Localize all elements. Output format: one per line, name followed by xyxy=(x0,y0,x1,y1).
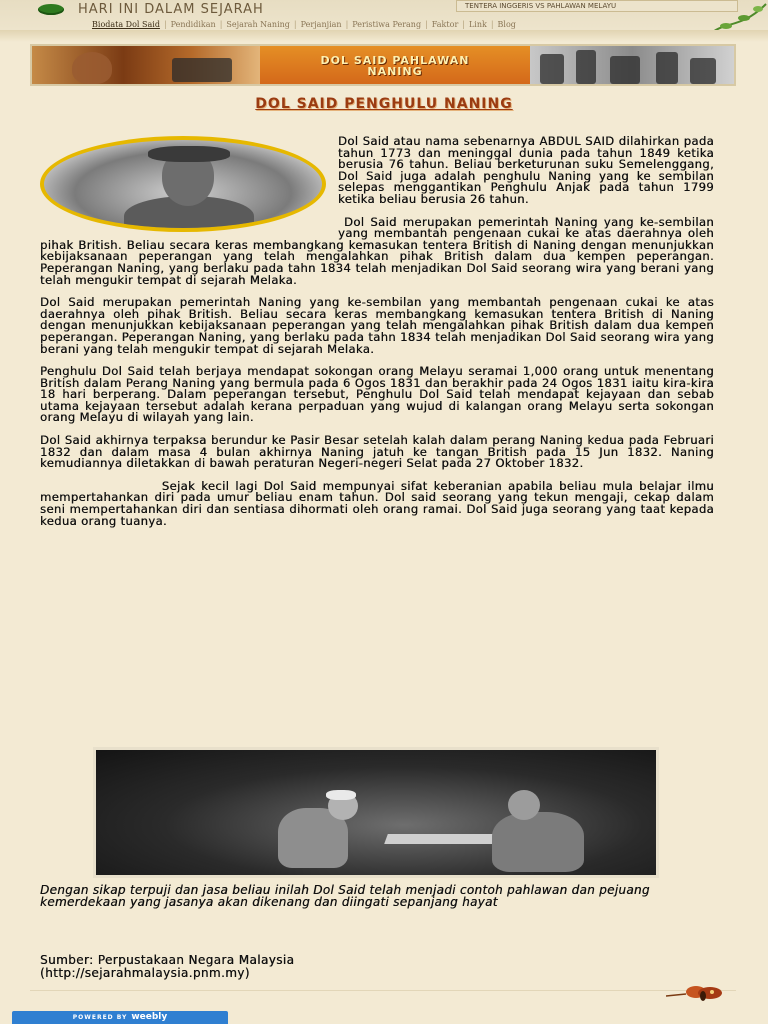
site-title[interactable]: HARI INI DALAM SEJARAH xyxy=(78,2,264,17)
nav-item-perjanjian[interactable]: Perjanjian xyxy=(300,19,342,29)
photo-child-left-cap xyxy=(326,790,356,800)
article-body xyxy=(40,134,719,538)
leaf-icon xyxy=(38,4,64,15)
banner-title xyxy=(260,55,530,77)
article-paragraph: Dol Said merupakan pemerintah Naning yang ke-sembilan yang membantah pengenaan cukai ke atas daerahnya oleh pihak British. Beliau secara keras membangkang kemasukan tentera British di Naning dengan menunjukkan kebijaksanaan peperangan yang telah mengalahkan pihak British dalam dua kempen peperangan. Peperangan Naning, yang berlaku pada tahn 1834 telah menjadikan Dol Said seorang wira yang berani yang telah mengukir tempat di sejarah Melaka. xyxy=(40,295,714,356)
banner-soldier-figure xyxy=(610,56,640,84)
nav-item-link[interactable]: Link xyxy=(468,19,487,29)
nav-separator: | xyxy=(163,19,167,29)
banner-soldier-figure xyxy=(656,52,678,84)
portrait-headgear xyxy=(148,146,230,162)
weebly-badge[interactable] xyxy=(12,1011,228,1024)
banner-soldier-figure xyxy=(540,54,564,84)
article-paragraph: Penghulu Dol Said telah berjaya mendapat sokongan orang Melayu seramai 1,000 orang untuk menentang British dalam Perang Naning yang bermula pada 6 Ogos 1831 dan berakhir pada 24 Ogos 1831 iaitu kira-kira 18 hari berperang. Dalam peperangan tersebut, Penghulu Dol Said telah mendapat kejayaan dan sebab utama kejayaan tersebut adalah kerana perpaduan yang wujud di kalangan orang Melayu serta sokongan orang Melayu di wilayah yang lain. xyxy=(40,364,714,425)
article-paragraph: Dol Said merupakan pemerintah Naning yang ke-sembilan yang membantah pengenaan cukai ke atas daerahnya oleh pihak British. Beliau secara keras membangkang kemasukan tentera British di Naning dengan menunjukkan kebijaksanaan peperangan yang telah mengalahkan pihak British dalam dua kempen peperangan. Peperangan Naning, yang berlaku pada tahn 1834 telah menjadikan Dol Said seorang wira yang berani yang telah mengukir tempat di sejarah Melaka. xyxy=(40,214,719,287)
photo-child-right xyxy=(492,812,584,872)
photo-child-right-head xyxy=(508,790,540,820)
page-title: DOL SAID PENGHULU NANING xyxy=(255,96,513,112)
dol-said-portrait xyxy=(40,136,326,232)
photo-book xyxy=(384,834,498,844)
source-citation xyxy=(40,954,540,979)
butterfly-icon xyxy=(666,984,724,1002)
closing-text: Dengan sikap terpuji dan jasa beliau inilah Dol Said telah menjadi contoh pahlawan dan pejuang kemerdekaan yang jasanya akan dikenang dan diingati sepanjang hayat xyxy=(40,883,650,909)
banner-soldiers-image xyxy=(530,46,734,84)
footer-divider xyxy=(30,990,736,991)
nav-separator: | xyxy=(490,19,494,29)
nav-item-sejarah-naning[interactable]: Sejarah Naning xyxy=(226,19,290,29)
weebly-brand: weebly xyxy=(131,1012,168,1022)
banner-title-line2: NANING xyxy=(367,65,423,78)
article-paragraph: Dol Said atau nama sebenarnya ABDUL SAID dilahirkan pada tahun 1773 dan meninggal dunia pada tahun 1849 ketika berusia 76 tahun. Beliau berketurunan suku Semelenggang, Dol Said juga adalah penghulu Naning yang ke sembilan selepas menggantikan Penghulu Anjak pada tahun 1799 ketika beliau berusia 26 tahun. xyxy=(338,134,714,206)
nav-separator: | xyxy=(219,19,223,29)
article-paragraph: Sejak kecil lagi Dol Said mempunyai sifat keberanian apabila beliau mula belajar ilmu mempertahankan diri pada umur beliau enam tahun. Dol said seorang yang tekun mengaji, cekap dalam seni mempertahankan diri dan sentiasa dihormati oleh orang ramai. Dol Said juga seorang yang taat kepada kedua orang tuanya. xyxy=(40,478,719,528)
header-banner xyxy=(30,44,736,86)
powered-by-label: POWERED BY xyxy=(72,1014,128,1021)
source-link[interactable]: (http://sejarahmalaysia.pnm.my) xyxy=(40,965,250,980)
nav-item-faktor[interactable]: Faktor xyxy=(431,19,459,29)
nav-item-peristiwa-perang[interactable]: Peristiwa Perang xyxy=(352,19,422,29)
banner-title-block xyxy=(260,46,530,84)
banner-portrait-image xyxy=(32,46,260,84)
nav-item-biodata[interactable]: Biodata Dol Said xyxy=(92,19,160,29)
nav-item-pendidikan[interactable]: Pendidikan xyxy=(170,19,216,29)
banner-warrior-figure xyxy=(172,58,232,82)
nav-item-blog[interactable]: Blog xyxy=(497,19,516,29)
nav-separator: | xyxy=(345,19,349,29)
main-nav xyxy=(88,17,520,31)
banner-soldier-figure xyxy=(576,50,596,84)
banner-face xyxy=(72,52,112,84)
header-scroll-edge xyxy=(0,30,768,42)
children-studying-photo xyxy=(93,747,659,878)
nav-separator: | xyxy=(293,19,297,29)
banner-soldier-figure xyxy=(690,58,716,84)
banner-title-line1: DOL SAID PAHLAWAN xyxy=(320,54,470,67)
article-paragraph: Dol Said akhirnya terpaksa berundur ke Pasir Besar setelah kalah dalam perang Naning kedua pada Februari 1832 dan dalam masa 4 bulan akhirnya Naning jatuh ke tangan British pada 15 Jun 1832. Naning kemudiannya diletakkan di bawah peraturan Negeri-negeri Selat pada 27 Oktober 1832. xyxy=(40,433,714,471)
source-line: Sumber: Perpustakaan Negara Malaysia xyxy=(40,953,295,967)
nav-separator: | xyxy=(462,19,465,29)
nav-separator: | xyxy=(425,19,428,29)
news-ticker: TENTERA INGGERIS VS PAHLAWAN MELAYU xyxy=(456,0,738,12)
